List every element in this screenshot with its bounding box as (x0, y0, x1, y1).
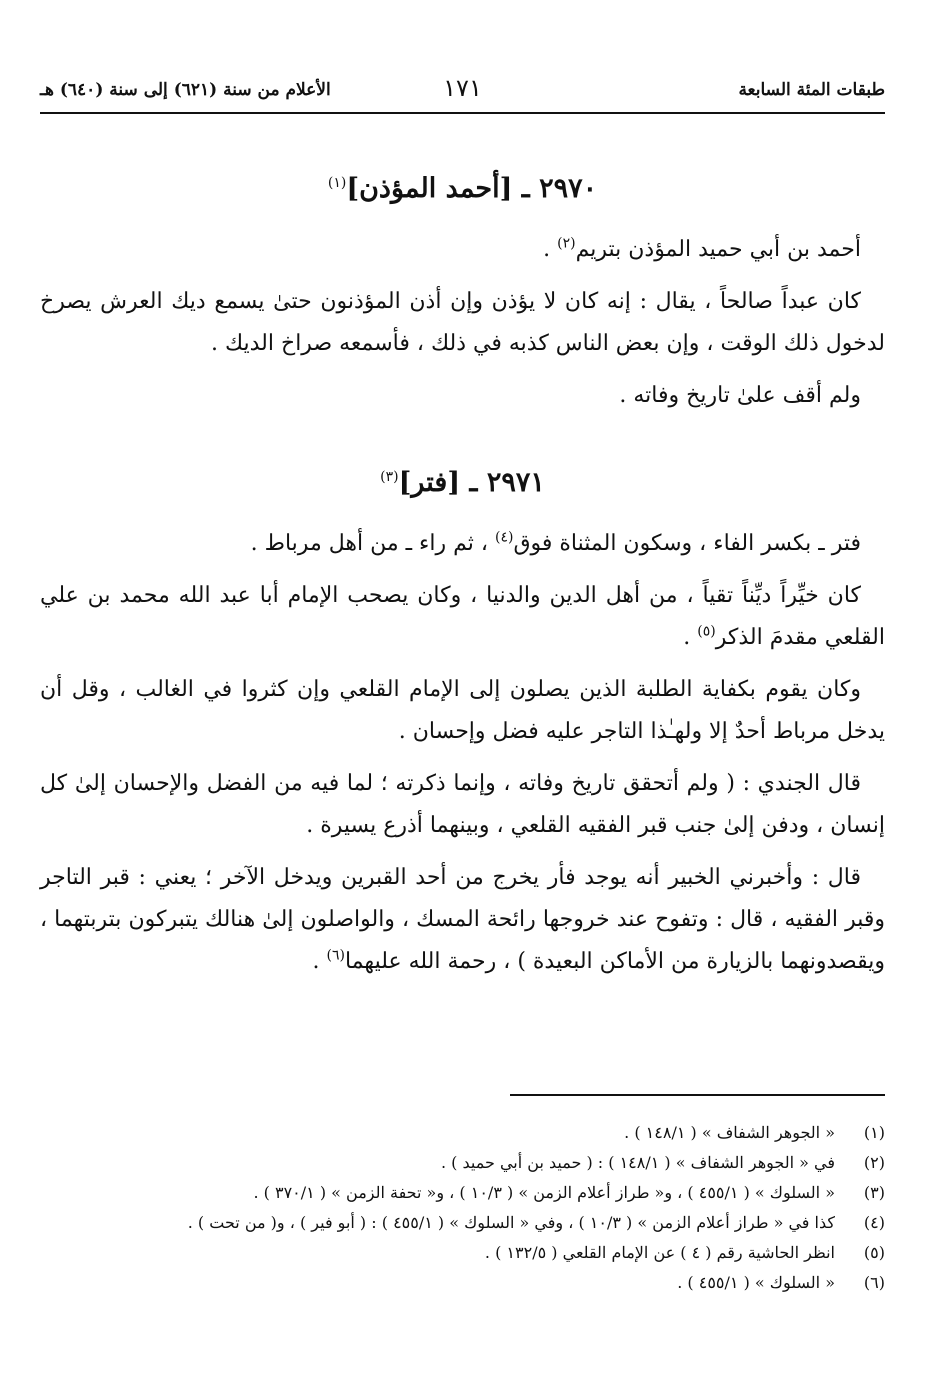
header-divider (40, 112, 885, 114)
paragraph-tail: . (543, 237, 558, 262)
footnote-text: في « الجوهر الشفاف » ( ١٤٨/١ ) : ( حميد بن أبي حميد ) . (441, 1153, 835, 1172)
footnote-text: كذا في « طراز أعلام الزمن » ( ١٠/٣ ) ، وفي « السلوك » ( ٤٥٥/١ ) : ( أبو فير ) ، و( من تحت ) . (187, 1213, 835, 1232)
paragraph-tail: . (683, 625, 698, 650)
paragraph (40, 523, 885, 565)
footnotes (40, 1118, 885, 1298)
entry-title-text: ٢٩٧٠ ـ [أحمد المؤذن] (346, 173, 598, 204)
paragraph-tail: . (312, 949, 327, 974)
footnote-number: (١) (863, 1123, 885, 1142)
footnote-item (40, 1118, 885, 1148)
page-number: ١٧١ (443, 74, 482, 102)
footnote-ref: (١) (327, 175, 347, 191)
footnote-number: (٢) (863, 1153, 885, 1172)
footnote-ref: (٥) (697, 623, 716, 640)
paragraph-tail: ، ثم راء ـ من أهل مرباط . (250, 531, 495, 556)
footnote-ref: (٢) (557, 235, 576, 252)
footnote-number: (٣) (863, 1183, 885, 1202)
paragraph (40, 229, 885, 271)
running-header (40, 72, 885, 112)
footnote-text: « السلوك » ( ٤٥٥/١ ) . (677, 1273, 835, 1292)
paragraph (40, 375, 885, 417)
footnote-text: « الجوهر الشفاف » ( ١٤٨/١ ) . (624, 1123, 835, 1142)
entry-title (40, 459, 885, 507)
footnote-text: « السلوك » ( ٤٥٥/١ ) ، و« طراز أعلام الزمن » ( ١٠/٣ ) ، و« تحفة الزمن » ( ٣٧٠/١ ) . (253, 1183, 835, 1202)
footnote-ref: (٦) (326, 947, 345, 964)
paragraph (40, 857, 885, 983)
paragraph (40, 281, 885, 365)
footnote-item (40, 1208, 885, 1238)
paragraph-text: كان عبداً صالحاً ، يقال : إنه كان لا يؤذن وإن أذن المؤذنون حتىٰ يسمع ديك العرش يصرخ لدخول ذلك الوقت ، وإن بعض الناس كذبه في ذلك ، فأسمعه صراخ الديك . (40, 289, 885, 356)
entry-title-text: ٢٩٧١ ـ [فتر] (398, 467, 545, 498)
footnote-item (40, 1148, 885, 1178)
paragraph (40, 669, 885, 753)
paragraph-text: أحمد بن أبي حميد المؤذن بتريم (575, 237, 861, 262)
footnote-item (40, 1238, 885, 1268)
footnote-item (40, 1268, 885, 1298)
footnote-divider (510, 1094, 885, 1096)
header-chapter-title: طبقات المئة السابعة (738, 80, 885, 100)
footnote-number: (٤) (863, 1213, 885, 1232)
footnote-number: (٦) (863, 1273, 885, 1292)
footnote-item (40, 1178, 885, 1208)
paragraph-text: وكان يقوم بكفاية الطلبة الذين يصلون إلى الإمام القلعي وإن كثروا في الغالب ، وقل أن يدخل مرباط أحدٌ إلا ولهـٰذا التاجر عليه فضل وإحسان . (40, 677, 885, 744)
paragraph-text: فتر ـ بكسر الفاء ، وسكون المثناة فوق (513, 531, 861, 556)
paragraph-text: كان خيِّراً ديِّناً تقياً ، من أهل الدين والدنيا ، وكان يصحب الإمام أبا عبد الله محمد بن علي القلعي مقدمَ الذكر (40, 583, 885, 650)
header-year-range: الأعلام من سنة (٦٢١) إلى سنة (٦٤٠) هـ (40, 80, 331, 100)
paragraph-text: قال : وأخبرني الخبير أنه يوجد فأر يخرج من أحد القبرين ويدخل الآخر ؛ يعني : قبر التاجر وقبر الفقيه ، قال : وتفوح عند خروجها رائحة المسك ، والواصلون إلىٰ هنالك يتبركون بتربتهما ، ويقصدونهما بالزيارة من الأماكن البعيدة ) ، رحمة الله عليهما (40, 865, 885, 974)
footnote-ref: (٤) (494, 529, 514, 546)
footnote-number: (٥) (863, 1243, 885, 1262)
entry-title (40, 165, 885, 213)
footnote-ref: (٣) (380, 469, 399, 485)
paragraph (40, 763, 885, 847)
paragraph-text: قال الجندي : ( ولم أتحقق تاريخ وفاته ، وإنما ذكرته ؛ لما فيه من الفضل والإحسان إلىٰ كل إنسان ، ودفن إلىٰ جنب قبر الفقيه القلعي ، وبينهما أذرع يسيرة . (40, 771, 885, 838)
book-page (40, 0, 885, 1391)
paragraph (40, 575, 885, 659)
main-text (40, 165, 885, 993)
paragraph-text: ولم أقف علىٰ تاريخ وفاته . (619, 383, 861, 408)
footnote-text: انظر الحاشية رقم ( ٤ ) عن الإمام القلعي ( ١٣٢/٥ ) . (484, 1243, 835, 1262)
